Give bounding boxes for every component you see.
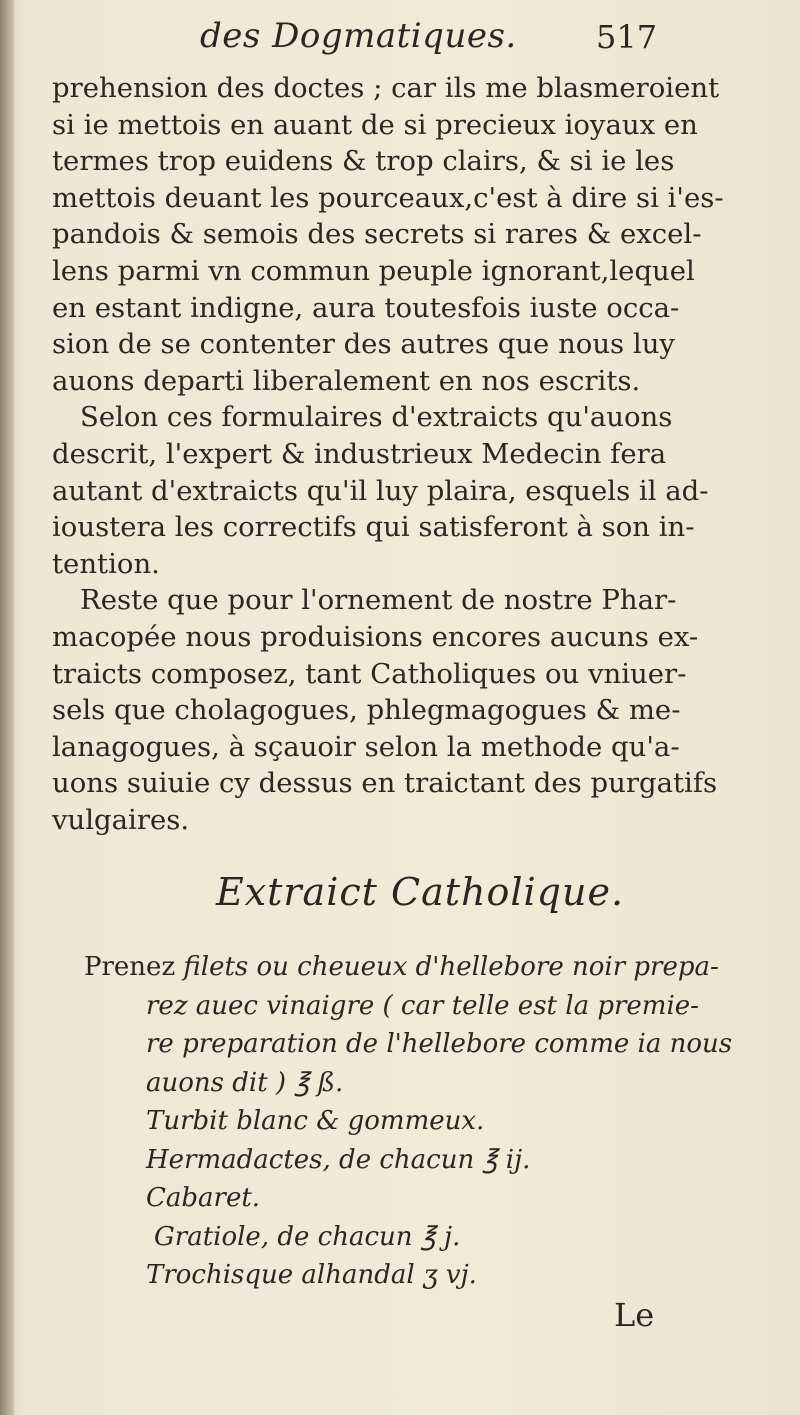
- recipe-line: auons dit ) ℥ ß.: [146, 1067, 344, 1098]
- text-line: ioustera les correctifs qui satisferont à son in-: [52, 511, 695, 544]
- text-line: lens parmi vn commun peuple ignorant,lequel: [52, 254, 695, 287]
- text-line: sels que cholagogues, phlegmagogues & me-: [52, 694, 681, 727]
- text-line: lanagogues, à sçauoir selon la methode qu'a-: [52, 730, 680, 763]
- recipe-line: Gratiole, de chacun ℥ j.: [154, 1221, 461, 1252]
- recipe-line: Turbit blanc & gommeux.: [146, 1106, 485, 1136]
- recipe-line: Trochisque alhandal ʒ vj.: [146, 1260, 477, 1290]
- text-line: Reste que pour l'ornement de nostre Phar-: [80, 584, 677, 617]
- text-line: en estant indigne, aura toutesfois iuste occa-: [52, 291, 680, 324]
- catchword: Le: [614, 1296, 655, 1334]
- recipe-line: rez auec vinaigre ( car telle est la premie-: [146, 990, 699, 1021]
- text-line: termes trop euidens & trop clairs, & si ie les: [52, 145, 675, 178]
- recipe-line: re preparation de l'hellebore comme ia nous: [146, 1029, 733, 1059]
- text-line: vulgaires.: [52, 803, 190, 836]
- text-line: autant d'extraicts qu'il luy plaira, esquels il ad-: [52, 474, 709, 507]
- text-line: auons departi liberalement en nos escrits.: [52, 364, 641, 397]
- text-line: sion de se contenter des autres que nous luy: [52, 328, 675, 361]
- text-line: pandois & semois des secrets si rares & excel-: [52, 218, 702, 251]
- text-line: mettois deuant les pourceaux,c'est à dire si i'es-: [52, 181, 724, 214]
- text-line: traicts composez, tant Catholiques ou vniuer-: [52, 657, 687, 690]
- text-line: Selon ces formulaires d'extraicts qu'auons: [80, 401, 673, 434]
- recipe-lead-word: Prenez: [84, 952, 176, 982]
- page-number: 517: [596, 18, 658, 56]
- text-line: descrit, l'expert & industrieux Medecin fera: [52, 437, 667, 470]
- page-gutter: [0, 0, 14, 1415]
- recipe-line: [84, 948, 719, 987]
- recipe-block: [84, 948, 733, 1295]
- page-header: [0, 16, 800, 68]
- text-line: macopée nous produisions encores aucuns ex-: [52, 620, 699, 653]
- text-line: uons suiuie cy dessus en traictant des purgatifs: [52, 767, 718, 800]
- body-text: [52, 70, 724, 838]
- text-line: prehension des doctes ; car ils me blasmeroient: [52, 72, 720, 104]
- text-line: si ie mettois en auant de si precieux ioyaux en: [52, 108, 698, 141]
- recipe-text: filets ou cheueux d'hellebore noir prepa-: [183, 952, 719, 982]
- recipe-line: Cabaret.: [146, 1183, 261, 1213]
- recipe-line: Hermadactes, de chacun ℥ ij.: [146, 1144, 531, 1175]
- running-head: des Dogmatiques.: [200, 16, 517, 56]
- section-title: Extraict Catholique.: [215, 870, 625, 914]
- text-line: tention.: [52, 547, 160, 580]
